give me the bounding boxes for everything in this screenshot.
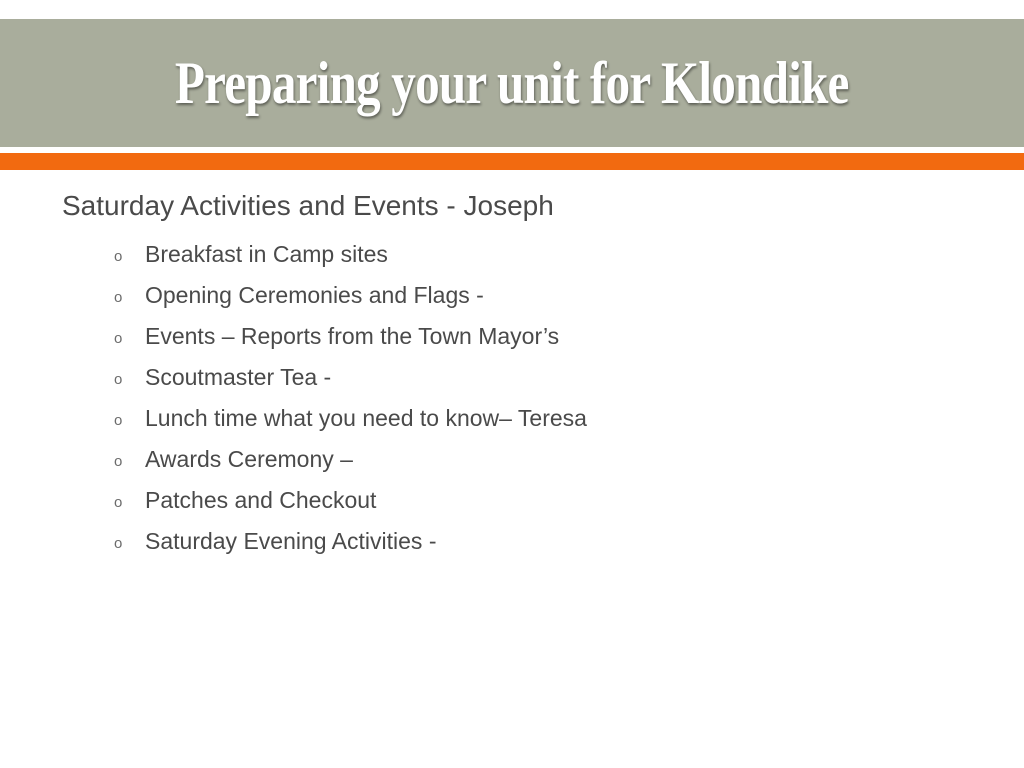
circle-bullet-icon: o bbox=[114, 412, 123, 429]
list-item-text: Breakfast in Camp sites bbox=[145, 241, 388, 267]
circle-bullet-icon: o bbox=[114, 535, 123, 552]
list-item bbox=[114, 398, 982, 439]
list-item bbox=[114, 480, 982, 521]
slide-title: Preparing your unit for Klondike bbox=[175, 49, 849, 116]
section-heading: Saturday Activities and Events - Joseph bbox=[62, 190, 554, 221]
list-item bbox=[114, 439, 982, 480]
list-item bbox=[114, 521, 982, 562]
bullet-list bbox=[62, 234, 982, 562]
list-item-text: Awards Ceremony – bbox=[145, 446, 353, 472]
list-item-text: Saturday Evening Activities - bbox=[145, 528, 437, 554]
list-item bbox=[114, 234, 982, 275]
circle-bullet-icon: o bbox=[114, 494, 123, 511]
list-item-text: Lunch time what you need to know– Teresa bbox=[145, 405, 587, 431]
slide-content bbox=[62, 186, 982, 562]
circle-bullet-icon: o bbox=[114, 330, 123, 347]
circle-bullet-icon: o bbox=[114, 371, 123, 388]
accent-bar bbox=[0, 153, 1024, 170]
list-item bbox=[114, 357, 982, 398]
list-item-text: Opening Ceremonies and Flags - bbox=[145, 282, 484, 308]
list-item-text: Events – Reports from the Town Mayor’s bbox=[145, 323, 560, 349]
circle-bullet-icon: o bbox=[114, 289, 123, 306]
list-item bbox=[114, 275, 982, 316]
circle-bullet-icon: o bbox=[114, 453, 123, 470]
title-band bbox=[0, 19, 1024, 147]
list-item bbox=[114, 316, 982, 357]
list-item-text: Patches and Checkout bbox=[145, 487, 377, 513]
circle-bullet-icon: o bbox=[114, 248, 123, 265]
list-item-text: Scoutmaster Tea - bbox=[145, 364, 332, 390]
